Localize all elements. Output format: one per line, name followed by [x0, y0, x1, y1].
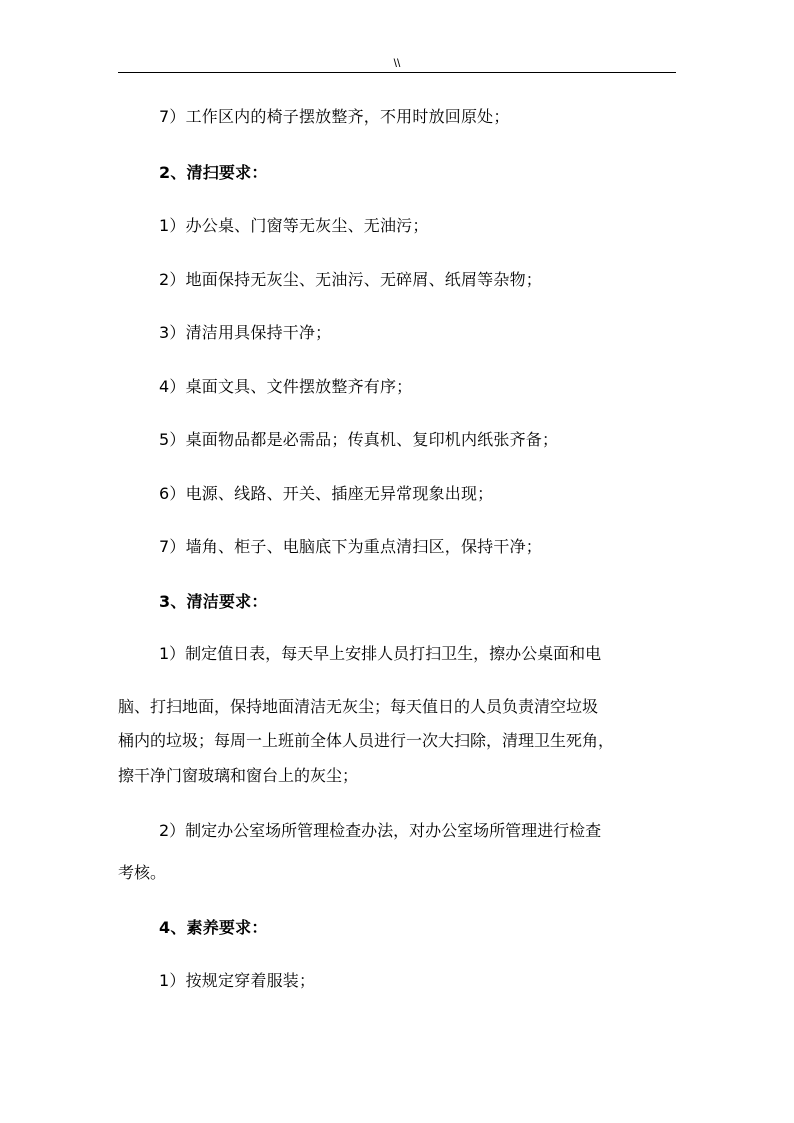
header-rule [118, 72, 676, 73]
section-heading-tidiness: 3、清洁要求： [159, 592, 268, 611]
item-7-chairs: 7）工作区内的椅子摆放整齐，不用时放回原处； [159, 107, 510, 126]
tidiness-item-1-line-4: 擦干净门窗玻璃和窗台上的灰尘； [118, 766, 359, 785]
section-heading-cleaning: 2、清扫要求： [159, 163, 268, 182]
cleaning-item-7: 7）墙角、柜子、电脑底下为重点清扫区，保持干净； [159, 537, 542, 556]
tidiness-item-1-line-1: 1）制定值日表，每天早上安排人员打扫卫生，擦办公桌面和电 [159, 644, 602, 663]
tidiness-item-1-line-2: 脑、打扫地面，保持地面清洁无灰尘；每天值日的人员负责清空垃圾 [118, 697, 599, 716]
conduct-item-1: 1）按规定穿着服装； [159, 971, 316, 990]
cleaning-item-2: 2）地面保持无灰尘、无油污、无碎屑、纸屑等杂物； [159, 270, 542, 289]
cleaning-item-6: 6）电源、线路、开关、插座无异常现象出现； [159, 484, 494, 503]
cleaning-item-5: 5）桌面物品都是必需品；传真机、复印机内纸张齐备； [159, 430, 559, 449]
cleaning-item-3: 3）清洁用具保持干净； [159, 323, 332, 342]
page-header-mark: \\ [393, 56, 401, 70]
tidiness-item-1-line-3: 桶内的垃圾；每周一上班前全体人员进行一次大扫除，清理卫生死角， [118, 731, 615, 750]
tidiness-item-2-line-1: 2）制定办公室场所管理检查办法，对办公室场所管理进行检查 [159, 821, 602, 840]
cleaning-item-4: 4）桌面文具、文件摆放整齐有序； [159, 377, 413, 396]
section-heading-conduct: 4、素养要求： [159, 918, 268, 937]
cleaning-item-1: 1）办公桌、门窗等无灰尘、无油污； [159, 216, 429, 235]
tidiness-item-2-line-2: 考核。 [118, 863, 167, 882]
